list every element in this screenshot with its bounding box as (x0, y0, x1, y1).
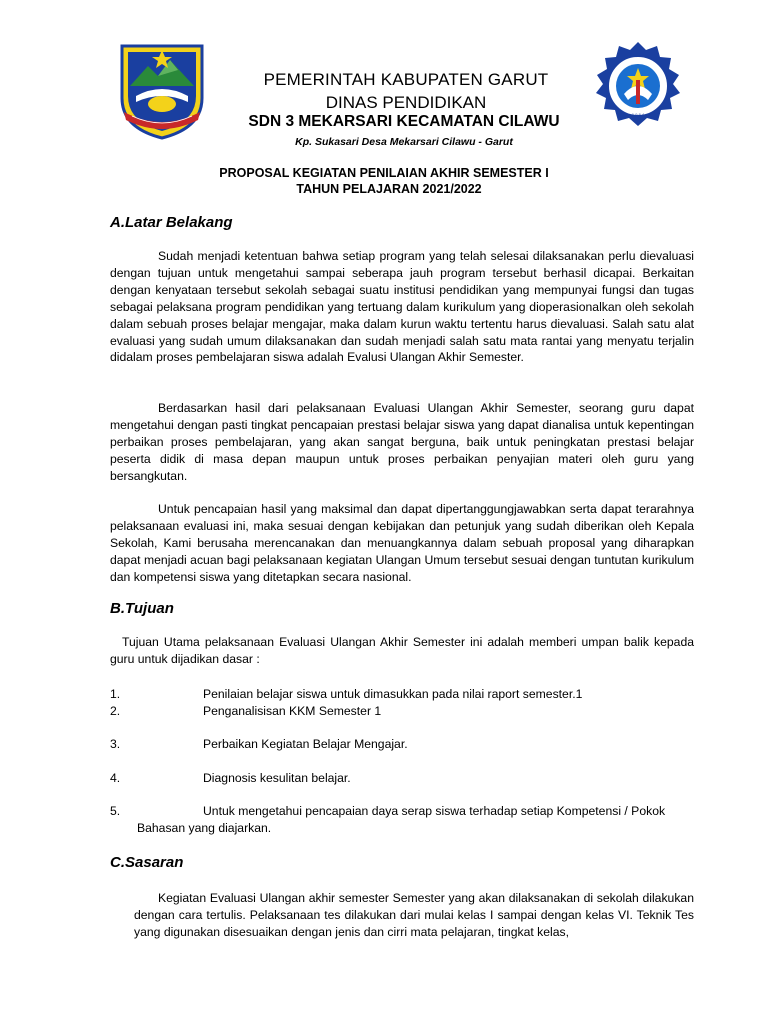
section-a-heading: A.Latar Belakang (110, 214, 233, 231)
list-item-text: Diagnosis kesulitan belajar. (203, 771, 351, 785)
list-item-text: Penganalisisan KKM Semester 1 (203, 704, 382, 718)
svg-text:1 9 8 4: 1 9 8 4 (631, 112, 645, 117)
list-item-number: 4. (110, 771, 121, 785)
section-b-heading: B.Tujuan (110, 600, 174, 617)
school-name: SDN 3 MEKARSARI KECAMATAN CILAWU (248, 113, 560, 130)
section-b-intro: Tujuan Utama pelaksanaan Evaluasi Ulangan Akhir Semester ini adalah memberi umpan balik kepada guru untuk dijadikan dasar : (110, 635, 694, 666)
section-c-paragraph: Kegiatan Evaluasi Ulangan akhir semester Semester yang akan dilaksanakan di sekolah dilakukan dengan cara tertulis. Pelaksanaan tes dilakukan dari mulai kelas I sampai dengan kelas VI. Teknik Tes yang digunakan disesuaikan dengan jenis dan cirri mata pelajaran, tingkat kelas, (134, 891, 694, 939)
department-name: DINAS PENDIDIKAN (325, 93, 487, 112)
list-item-number: 5. (110, 804, 121, 818)
list-item-number: 1. (110, 687, 121, 701)
list-item-number: 3. (110, 737, 121, 751)
government-name: PEMERINTAH KABUPATEN GARUT (263, 70, 549, 89)
list-item-number: 2. (110, 704, 121, 718)
list-item-text: Perbaikan Kegiatan Belajar Mengajar. (203, 737, 408, 751)
section-a-paragraph-2: Berdasarkan hasil dari pelaksanaan Evaluasi Ulangan Akhir Semester, seorang guru dapat mengetahui dengan pasti tingkat pencapaian prestasi belajar siswa yang dapat dianalisa untuk kepentingan perbaikan proses pembelajaran, yang akan sangat berguna, baik untuk peningkatan prestasi belajar peserta didik di masa depan maupun untuk proses perbaikan penyajian materi oleh guru yang bersangkutan. (110, 401, 694, 483)
school-address: Kp. Sukasari Desa Mekarsari Cilawu - Garut (295, 136, 513, 148)
list-item-text: Untuk mengetahui pencapaian daya serap siswa terhadap setiap Kompetensi / Pokok (203, 804, 666, 818)
list-item-text: Penilaian belajar siswa untuk dimasukkan pada nilai raport semester.1 (203, 687, 583, 701)
proposal-title: PROPOSAL KEGIATAN PENILAIAN AKHIR SEMESTER I (219, 166, 549, 180)
section-c-heading: C.Sasaran (110, 854, 184, 871)
list-item-continuation: Bahasan yang diajarkan. (137, 821, 272, 835)
academic-year: TAHUN PELAJARAN 2021/2022 (296, 182, 482, 196)
section-a-paragraph-3: Untuk pencapaian hasil yang maksimal dan dapat dipertanggungjawabkan serta dapat terarahnya pelaksanaan evaluasi ini, maka sesuai dengan kebijakan dan petunjuk yang sudah diberikan oleh Kepala Sekolah, Kami berusaha merencanakan dan menuangkannya dalam sebuah proposal yang diharapkan dapat menjadi acuan bagi pelaksanaan kegiatan Ulangan Umum tersebut sesuai dengan tuntutan kurikulum dan kompetensi siswa yang ditetapkan secara nasional. (110, 502, 694, 584)
section-a-paragraph-1: Sudah menjadi ketentuan bahwa setiap program yang telah selesai dilaksanakan perlu dievaluasi dengan tujuan untuk mengetahui sampai seberapa jauh program tersebut berhasil dicapai. Berkaitan dengan kenyataan tersebut sekolah sebagai suatu institusi pendidikan yang mempunyai fungsi dan tugas sebagai pelaksana program pendidikan yang tertuang dalam kurikulum yang dioperasionalkan oleh sekolah dalam sebuah proses belajar mengajar, maka dalam kurun waktu tertentu harus dievaluasi. Salah satu alat evaluasi yang sudah umum dilaksanakan dan sudah menjadi salah satu mata rantai yang menyatu terjalin didalam proses pembelajaran siswa adalah Evalusi Ulangan Akhir Semester. (110, 249, 694, 365)
